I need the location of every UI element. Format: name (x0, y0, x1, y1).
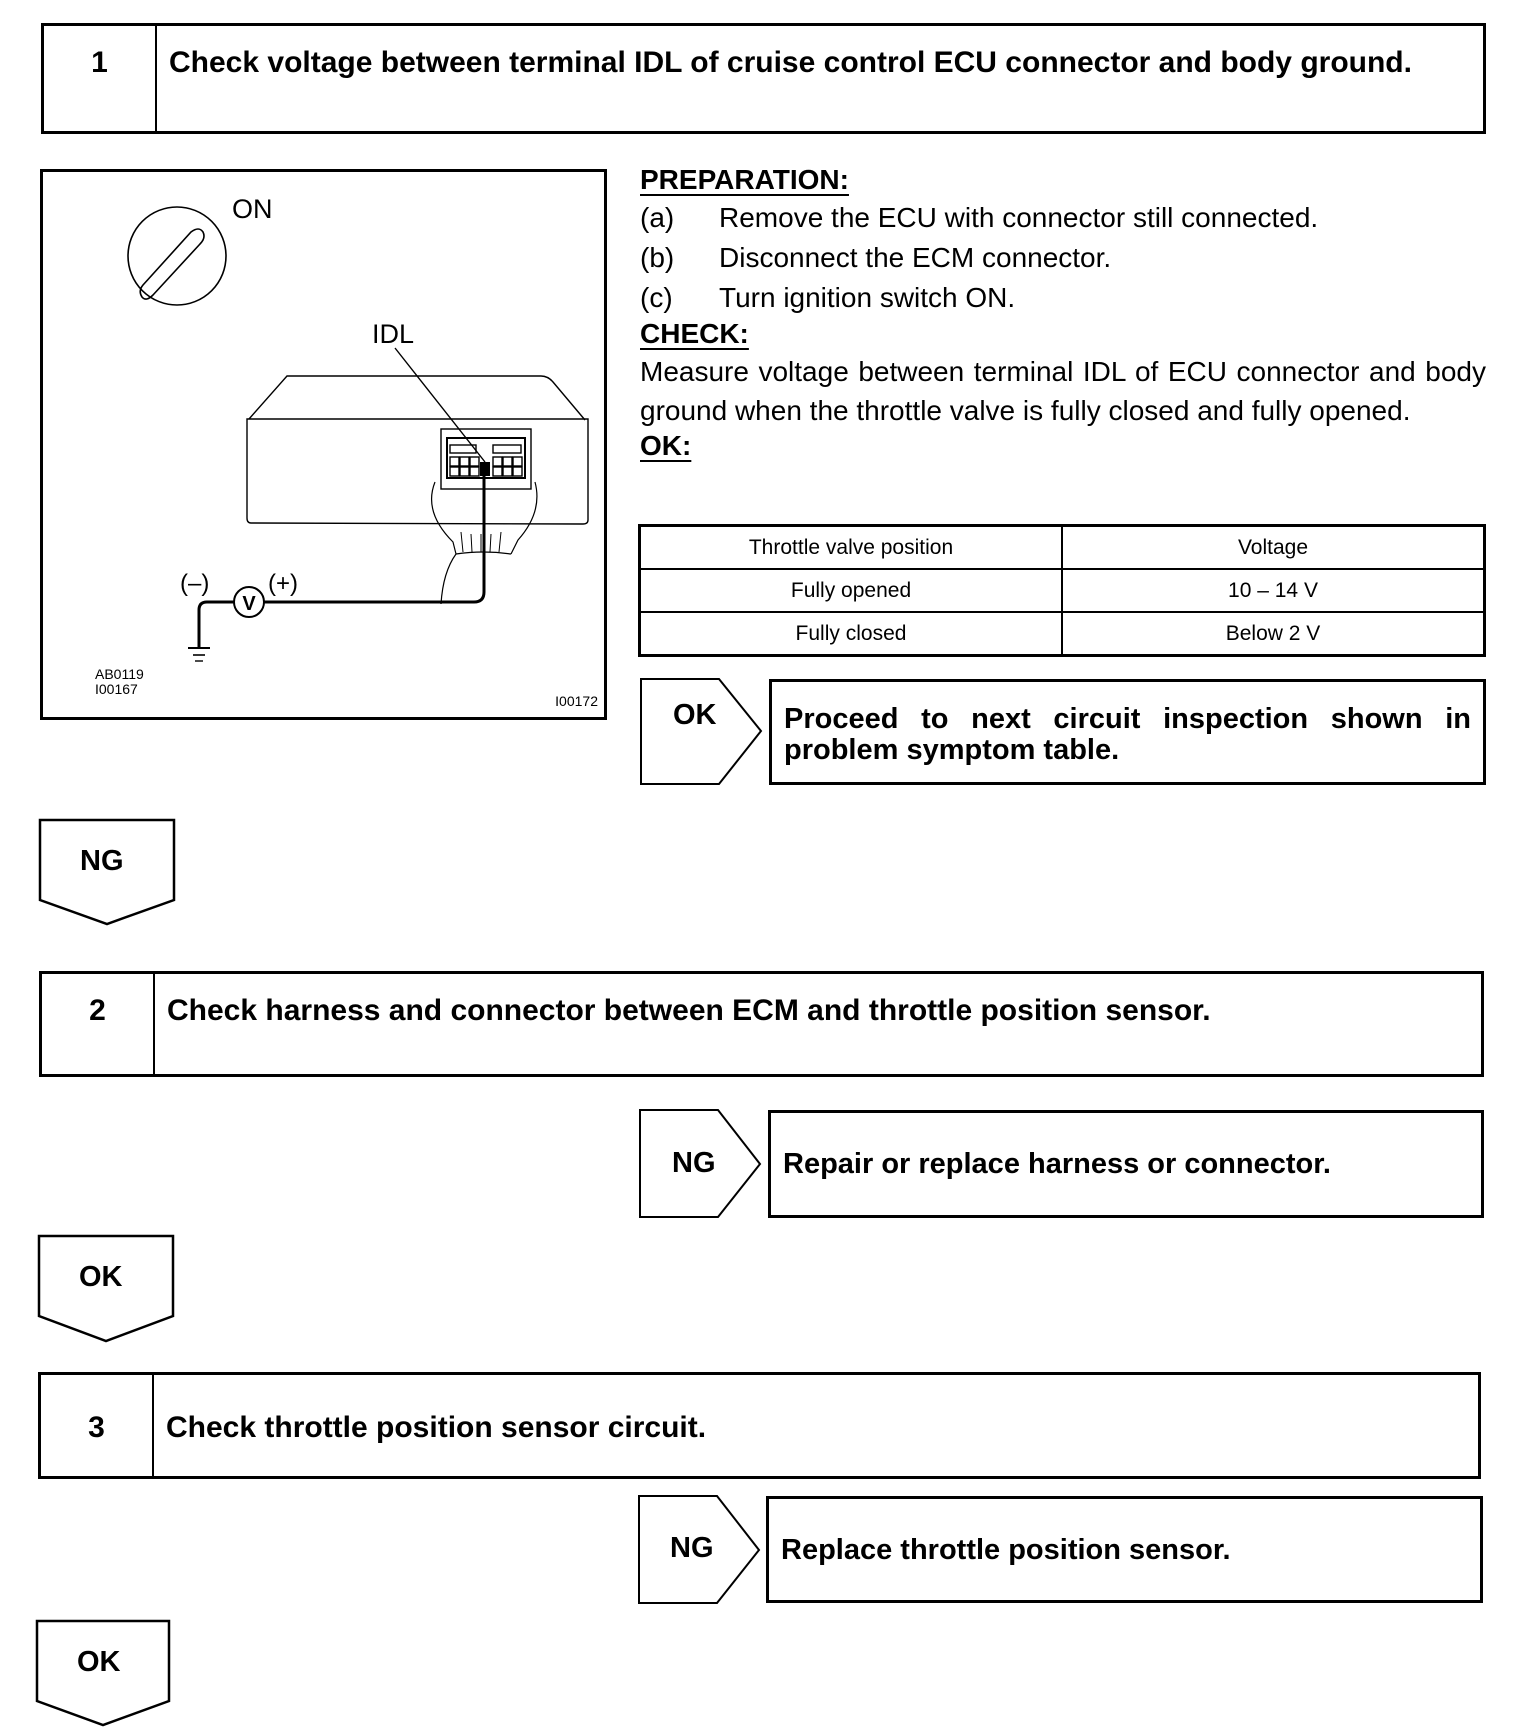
step-1-box (41, 23, 1486, 134)
wiring-figure (40, 169, 607, 720)
column-header: Voltage (1062, 526, 1485, 570)
step-3-box (38, 1372, 1481, 1479)
check-description: Measure voltage between terminal IDL of ECU connector and body ground when the throttle valve is fully closed and fully opened. (640, 356, 1486, 426)
step1-down-label: NG (80, 845, 124, 877)
step-1-title: Check voltage between terminal IDL of cruise control ECU connector and body ground. (169, 46, 1412, 79)
ref-code-2: I00167 (95, 681, 138, 697)
step1-ok-result-box (769, 679, 1486, 785)
step-2-title: Check harness and connector between ECM and throttle position sensor. (167, 994, 1211, 1027)
table-row (640, 612, 1485, 656)
idl-leader-line (395, 348, 485, 462)
table-cell: 10 – 14 V (1062, 569, 1485, 612)
ignition-switch-icon (128, 207, 226, 305)
step3-ng-result-box (766, 1496, 1483, 1603)
spec-table (638, 524, 1486, 657)
voltmeter-icon (234, 587, 264, 617)
step2-down-label: OK (79, 1261, 123, 1293)
table-cell: Fully closed (640, 612, 1063, 656)
column-header: Throttle valve position (640, 526, 1063, 570)
step3-ng-result: Replace throttle position sensor. (781, 1534, 1231, 1566)
step-1-number: 1 (44, 26, 157, 131)
ecu-voltage-diagram (43, 172, 604, 717)
right-arrow-icon (639, 677, 765, 787)
ecu-unit-icon (247, 376, 588, 604)
svg-text:V: V (242, 593, 256, 615)
step-3-title: Check throttle position sensor circuit. (166, 1411, 707, 1444)
table-cell: Below 2 V (1062, 612, 1485, 656)
step2-ng-result-box (768, 1110, 1484, 1218)
step-2-number: 2 (42, 974, 155, 1074)
ok-heading: OK: (640, 430, 692, 461)
figure-code: I00172 (555, 693, 598, 709)
step3-down-label: OK (77, 1646, 121, 1678)
ref-code-1: AB0119 (95, 666, 144, 682)
preparation-heading: PREPARATION: (640, 164, 849, 195)
prep-item: (a) Remove the ECU with connector still connected. (640, 202, 1319, 233)
step-3-number: 3 (41, 1375, 154, 1476)
table-cell: Fully opened (640, 569, 1063, 612)
step1-ok-label: OK (673, 699, 717, 731)
positive-probe-label: (+) (268, 570, 298, 597)
preparation-list (640, 198, 1486, 318)
step3-ng-label: NG (670, 1532, 714, 1564)
idl-terminal-label: IDL (372, 319, 415, 349)
ground-icon (188, 648, 210, 661)
negative-probe-label: (–) (180, 570, 210, 597)
prep-item: (b) Disconnect the ECM connector. (640, 242, 1112, 273)
instructions (640, 164, 1486, 462)
step2-ng-result: Repair or replace harness or connector. (783, 1148, 1331, 1180)
step2-ng-label: NG (672, 1147, 716, 1179)
step-2-box (39, 971, 1484, 1077)
prep-item: (c) Turn ignition switch ON. (640, 282, 1016, 313)
switch-on-label: ON (232, 194, 273, 224)
table-header-row (640, 526, 1485, 570)
check-heading: CHECK: (640, 318, 749, 349)
step1-ok-result: Proceed to next circuit inspection shown in problem symptom table. (784, 703, 1471, 766)
table-row (640, 569, 1485, 612)
